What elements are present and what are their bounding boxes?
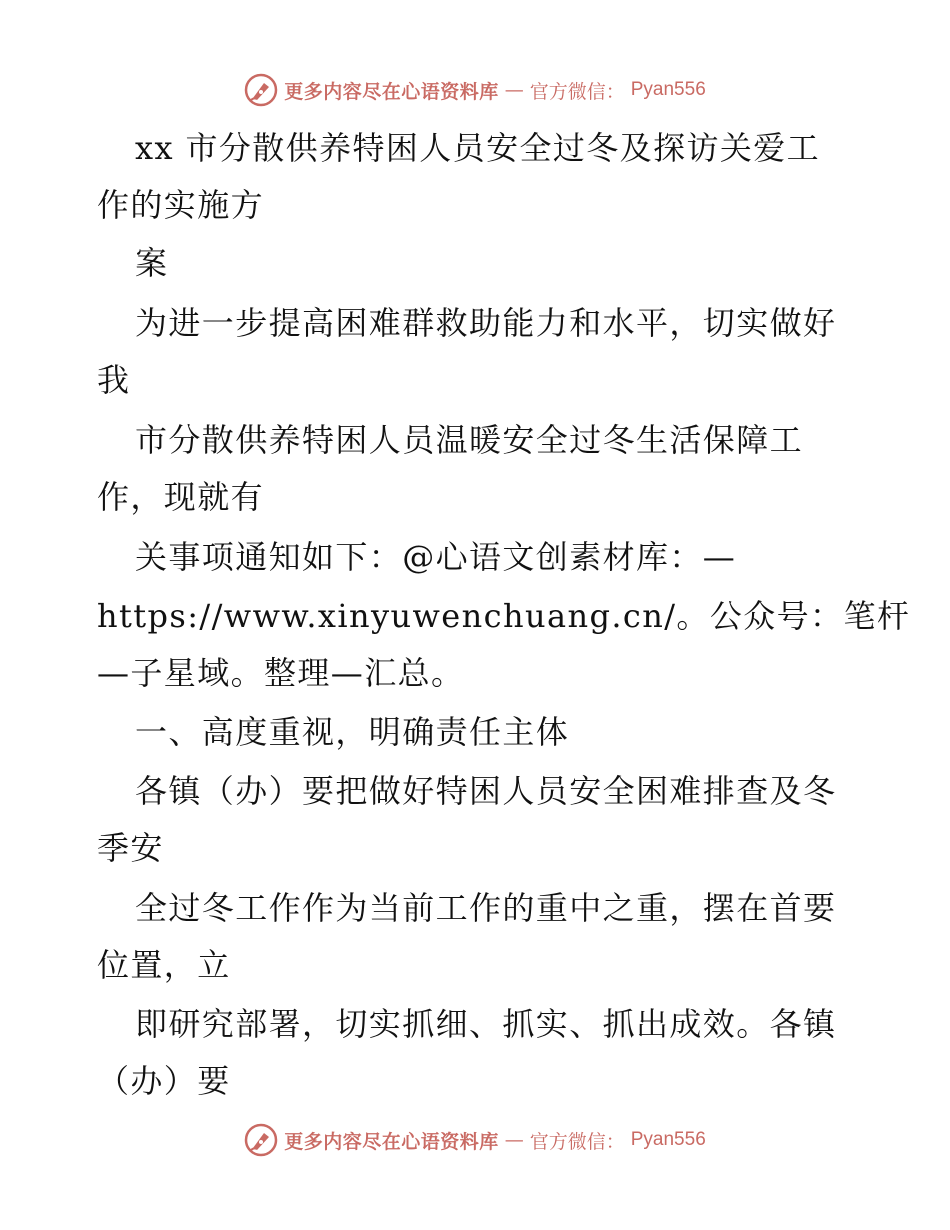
pen-nib-logo-icon bbox=[244, 1123, 278, 1157]
paragraph-line: —子星域。整理—汇总。 bbox=[97, 654, 465, 692]
pen-nib-logo-icon bbox=[244, 73, 278, 107]
banner-separator: — bbox=[504, 79, 524, 101]
paragraph-line: 为进一步提高困难群救助能力和水平，切实做好 bbox=[135, 304, 837, 342]
paragraph-line: 各镇（办）要把做好特困人员安全困难排查及冬 bbox=[135, 772, 837, 810]
paragraph-line: https://www.xinyuwenchuang.cn/。公众号：笔杆 bbox=[97, 597, 911, 635]
banner-slogan: 更多内容尽在心语资料库 bbox=[284, 1130, 499, 1153]
header-watermark-banner bbox=[0, 70, 950, 110]
paragraph-line: 即研究部署，切实抓细、抓实、抓出成效。各镇 bbox=[135, 1005, 837, 1043]
paragraph-line: 位置，立 bbox=[97, 946, 231, 984]
paragraph-line: 作，现就有 bbox=[97, 478, 265, 516]
banner-wechat-label: 官方微信： bbox=[529, 1130, 625, 1153]
banner-wechat-id: Pyan556 bbox=[630, 79, 706, 100]
banner-separator: — bbox=[504, 1129, 524, 1151]
banner-slogan: 更多内容尽在心语资料库 bbox=[284, 80, 499, 103]
paragraph-line: 我 bbox=[97, 361, 131, 399]
paragraph-line: 季安 bbox=[97, 829, 164, 867]
paragraph-line: 市分散供养特困人员温暖安全过冬生活保障工 bbox=[135, 421, 804, 459]
footer-watermark-banner bbox=[0, 1120, 950, 1160]
document-title-line: xx 市分散供养特困人员安全过冬及探访关爱工 bbox=[135, 129, 821, 167]
banner-wechat-id: Pyan556 bbox=[630, 1129, 706, 1150]
paragraph-line: 关事项通知如下：@心语文创素材库：— bbox=[135, 538, 737, 576]
document-title-line: 作的实施方 bbox=[97, 186, 265, 224]
banner-wechat-label: 官方微信： bbox=[529, 80, 625, 103]
paragraph-line: 全过冬工作作为当前工作的重中之重，摆在首要 bbox=[135, 889, 837, 927]
section-heading: 一、高度重视，明确责任主体 bbox=[135, 713, 570, 751]
document-title-line: 案 bbox=[135, 244, 169, 282]
paragraph-line: （办）要 bbox=[97, 1062, 231, 1100]
